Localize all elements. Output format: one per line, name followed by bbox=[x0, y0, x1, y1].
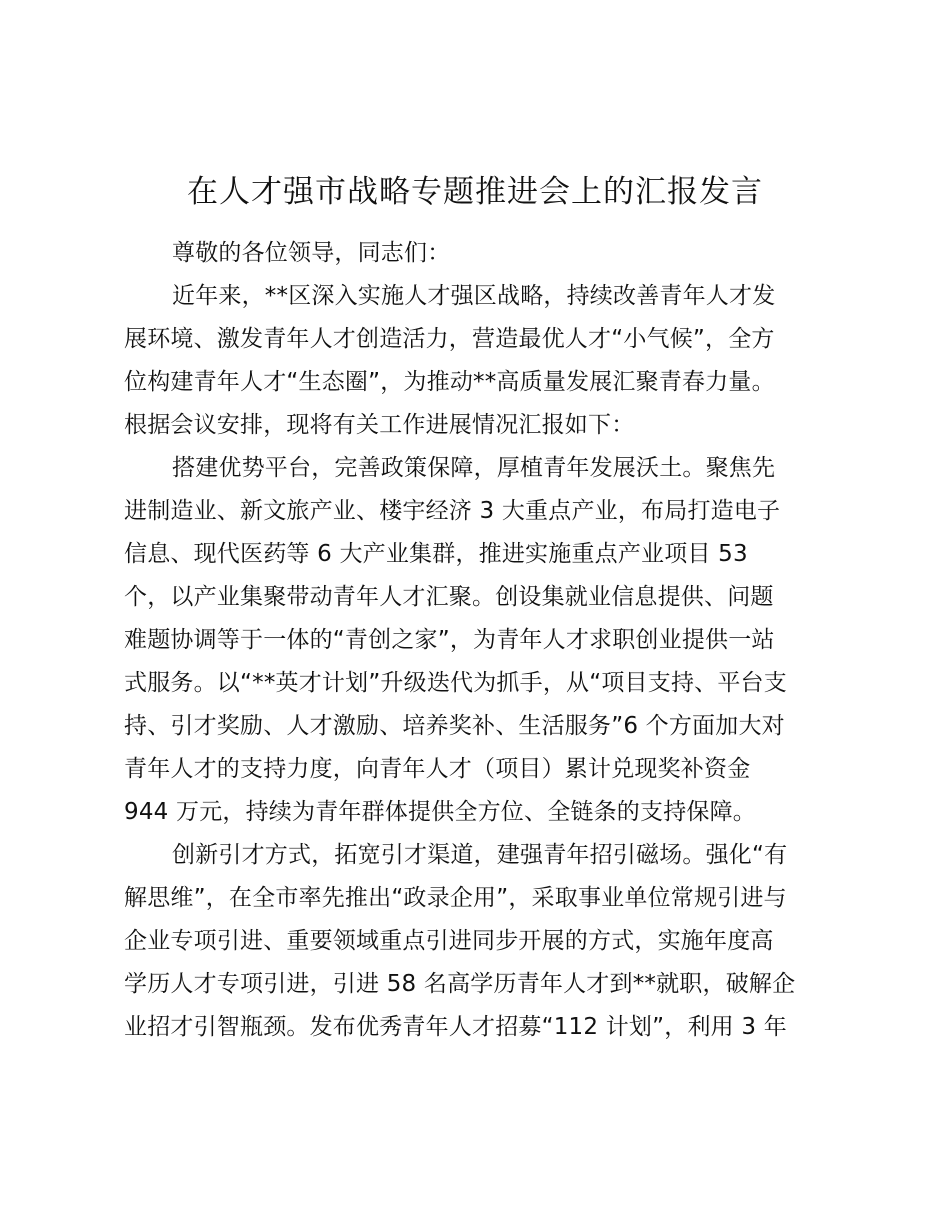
paragraph-line: 信息、现代医药等 6 大产业集群，推进实施重点产业项目 53 bbox=[124, 541, 748, 567]
paragraph-line: 创新引才方式，拓宽引才渠道，建强青年招引磁场。强化“有 bbox=[172, 842, 788, 868]
paragraph-line: 学历人才专项引进，引进 58 名高学历青年人才到**就职，破解企 bbox=[124, 971, 796, 997]
paragraph-line: 位构建青年人才“生态圈”，为推动**高质量发展汇聚青春力量。 bbox=[124, 369, 775, 395]
paragraph-line: 难题协调等于一体的“青创之家”，为青年人才求职创业提供一站 bbox=[124, 627, 775, 653]
paragraph-line: 个，以产业集聚带动青年人才汇聚。创设集就业信息提供、问题 bbox=[124, 584, 774, 610]
paragraph-line: 近年来，**区深入实施人才强区战略，持续改善青年人才发 bbox=[172, 283, 776, 309]
paragraph-line: 持、引才奖励、人才激励、培养奖补、生活服务”6 个方面加大对 bbox=[124, 713, 785, 739]
paragraph-line: 青年人才的支持力度，向青年人才（项目）累计兑现奖补资金 bbox=[124, 756, 751, 782]
document-title: 在人才强市战略专题推进会上的汇报发言 bbox=[187, 174, 763, 210]
paragraph-line: 根据会议安排，现将有关工作进展情况汇报如下： bbox=[124, 412, 635, 438]
paragraph-line: 搭建优势平台，完善政策保障，厚植青年发展沃土。聚焦先 bbox=[172, 455, 776, 481]
paragraph-line: 式服务。以“**英才计划”升级迭代为抓手，从“项目支持、平台支 bbox=[124, 670, 787, 696]
paragraph-line: 企业专项引进、重要领域重点引进同步开展的方式，实施年度高 bbox=[124, 928, 774, 954]
paragraph-line: 业招才引智瓶颈。发布优秀青年人才招募“112 计划”，利用 3 年 bbox=[124, 1014, 787, 1040]
paragraph-line: 展环境、激发青年人才创造活力，营造最优人才“小气候”，全方 bbox=[124, 326, 775, 352]
paragraph-line: 进制造业、新文旅产业、楼宇经济 3 大重点产业，布局打造电子 bbox=[124, 498, 781, 524]
paragraph-line: 944 万元，持续为青年群体提供全方位、全链条的支持保障。 bbox=[124, 799, 757, 825]
document-body bbox=[124, 232, 836, 1049]
salutation-line: 尊敬的各位领导，同志们： bbox=[172, 240, 451, 266]
paragraph-line: 解思维”，在全市率先推出“政录企用”，采取事业单位常规引进与 bbox=[124, 885, 787, 911]
